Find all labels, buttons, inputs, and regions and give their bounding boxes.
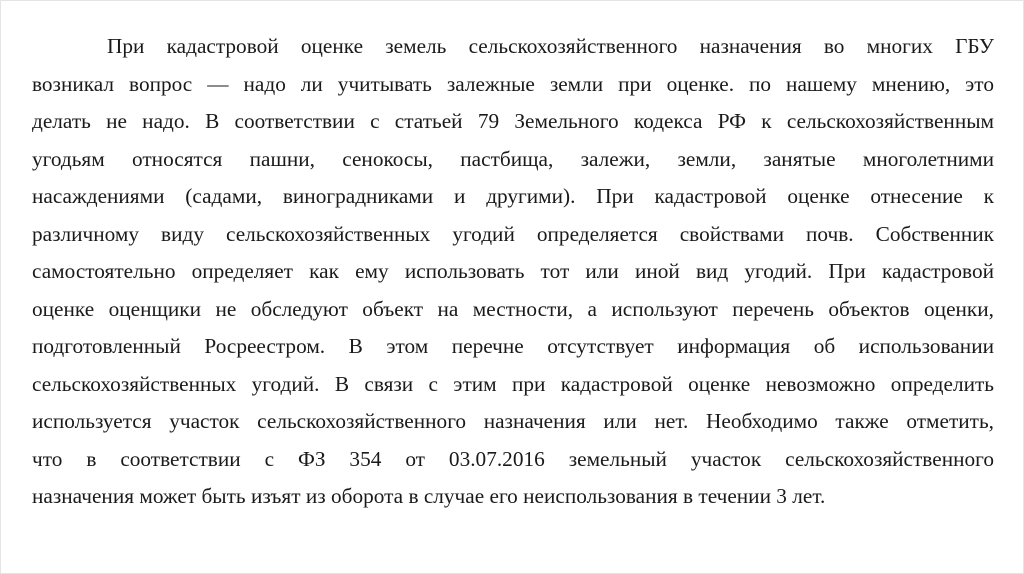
- paragraph-line: оценке оценщики не обследуют объект на местности, а используют перечень объектов оценки,: [32, 296, 994, 321]
- paragraph-line: различному виду сельскохозяйственных угодий определяется свойствами почв. Собственник: [32, 221, 994, 246]
- paragraph-line: насаждениями (садами, виноградниками и другими). При кадастровой оценке отнесение к: [32, 184, 994, 208]
- paragraph-line: делать не надо. В соответствии с статьей 79 Земельного кодекса РФ к сельскохозяйственным: [32, 109, 994, 133]
- paragraph-line: подготовленный Росреестром. В этом перечне отсутствует информация об использовании: [32, 334, 994, 358]
- paragraph-line: что в соответствии с ФЗ 354 от 03.07.2016 земельный участок сельскохозяйственного: [32, 446, 994, 471]
- paragraph-line: сельскохозяйственных угодий. В связи с этим при кадастровой оценке невозможно определить: [32, 371, 994, 396]
- paragraph-line: назначения может быть изъят из оборота в случае его неиспользования в течении 3 лет.: [32, 484, 826, 508]
- paragraph-line: возникал вопрос — надо ли учитывать залежные земли при оценке. по нашему мнению, это: [32, 71, 994, 96]
- paragraph-line: При кадастровой оценке земель сельскохозяйственного назначения во многих ГБУ: [107, 34, 994, 58]
- paragraph-line: самостоятельно определяет как ему использовать тот или иной вид угодий. При кадастровой: [32, 259, 994, 283]
- document-paragraph: [32, 28, 994, 516]
- paragraph-line: угодьям относятся пашни, сенокосы, пастбища, залежи, земли, занятые многолетними: [32, 146, 994, 171]
- paragraph-line: используется участок сельскохозяйственного назначения или нет. Необходимо также отметить,: [32, 409, 994, 433]
